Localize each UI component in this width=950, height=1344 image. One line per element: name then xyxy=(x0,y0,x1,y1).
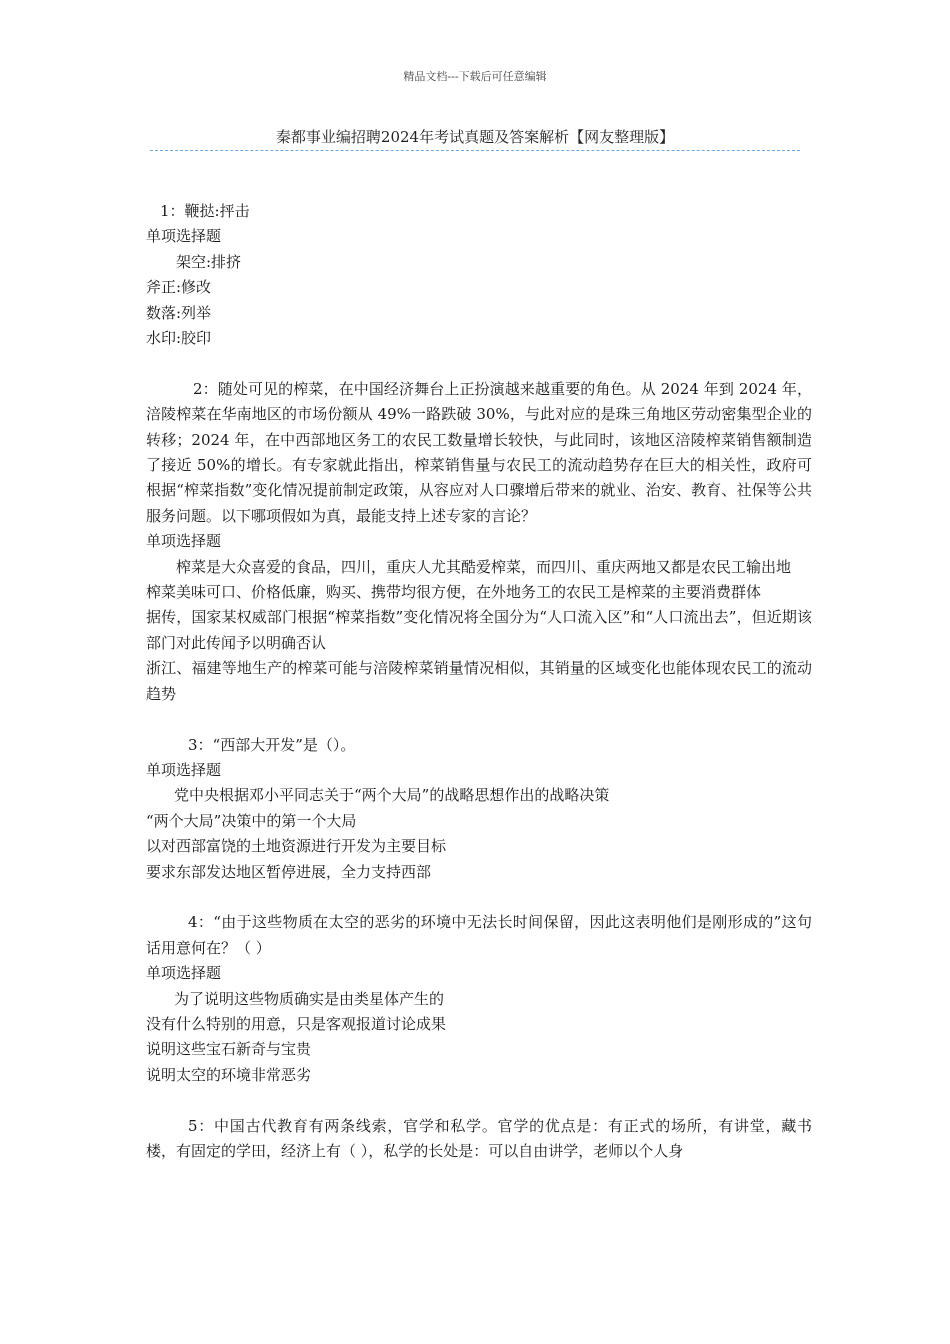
question-2 xyxy=(146,377,812,707)
option-d: 水印:胶印 xyxy=(146,329,212,348)
option-a: 为了说明这些物质确实是由类星体产生的 xyxy=(174,989,445,1008)
question-4 xyxy=(146,910,812,1088)
question-3 xyxy=(146,733,812,885)
question-stem: 3：“西部大开发”是（）。 xyxy=(188,735,356,754)
option-c: 说明这些宝石新奇与宝贵 xyxy=(146,1040,312,1059)
question-stem: 4：“由于这些物质在太空的恶劣的环境中无法长时间保留，因此这表明他们是刚形成的”这句话用意何在？（ ） xyxy=(146,913,812,957)
option-a: 架空:排挤 xyxy=(176,252,242,271)
option-a: 榨菜是大众喜爱的食品，四川，重庆人尤其酷爱榨菜，而四川、重庆两地又都是农民工输出地 xyxy=(176,557,792,576)
title-divider xyxy=(150,150,800,151)
question-type: 单项选择题 xyxy=(146,760,222,779)
option-d: 要求东部发达地区暂停进展，全力支持西部 xyxy=(146,862,432,881)
question-1 xyxy=(146,199,812,351)
document-title: 秦都事业编招聘2024年考试真题及答案解析【网友整理版】 xyxy=(275,128,675,146)
option-c: 据传，国家某权威部门根据“榨菜指数”变化情况将全国分为“人口流入区”和“人口流出去”，但近期该部门对此传闻予以明确否认 xyxy=(146,608,812,652)
option-d: 说明太空的环境非常恶劣 xyxy=(146,1065,312,1084)
question-stem: 1：鞭挞:抨击 xyxy=(160,202,250,220)
question-type: 单项选择题 xyxy=(146,964,222,983)
question-5 xyxy=(146,1114,812,1165)
option-c: 以对西部富饶的土地资源进行开发为主要目标 xyxy=(146,837,447,856)
option-b: 榨菜美味可口、价格低廉，购买、携带均很方便，在外地务工的农民工是榨菜的主要消费群体 xyxy=(146,583,762,602)
question-stem: 5：中国古代教育有两条线索，官学和私学。官学的优点是：有正式的场所，有讲堂，藏书楼，有固定的学田，经济上有（ ），私学的长处是：可以自由讲学，老师以个人身 xyxy=(146,1116,812,1160)
question-type: 单项选择题 xyxy=(146,532,222,551)
option-b: 没有什么特别的用意，只是客观报道讨论成果 xyxy=(146,1014,447,1033)
option-b: 斧正:修改 xyxy=(146,278,212,297)
option-c: 数落:列举 xyxy=(146,303,212,322)
option-d: 浙江、福建等地生产的榨菜可能与涪陵榨菜销量情况相似，其销量的区域变化也能体现农民工的流动趋势 xyxy=(146,659,812,703)
question-stem: 2：随处可见的榨菜，在中国经济舞台上正扮演越来越重要的角色。从 2024 年到 2024 年，涪陵榨菜在华南地区的市场份额从 49%一路跌破 30%，与此对应的是珠三角地区劳动密集型企业的转移；2024 年，在中西部地区务工的农民工数量增长较快，与此同时，该地区涪陵榨菜销售额制造了接近 50%的增长。有专家就此指出，榨菜销售量与农民工的流动趋势存在巨大的相关性，政府可根据“榨菜指数”变化情况提前制定政策，从容应对人口骤增后带来的就业、治安、教育、社保等公共服务问题。以下哪项假如为真，最能支持上述专家的言论？ xyxy=(146,379,812,525)
option-a: 党中央根据邓小平同志关于“两个大局”的战略思想作出的战略决策 xyxy=(174,786,610,805)
document-body xyxy=(146,199,812,1190)
header-note: 精品文档---下载后可任意编辑 xyxy=(403,70,547,83)
question-type: 单项选择题 xyxy=(146,227,222,246)
option-b: “两个大局”决策中的第一个大局 xyxy=(146,811,357,830)
